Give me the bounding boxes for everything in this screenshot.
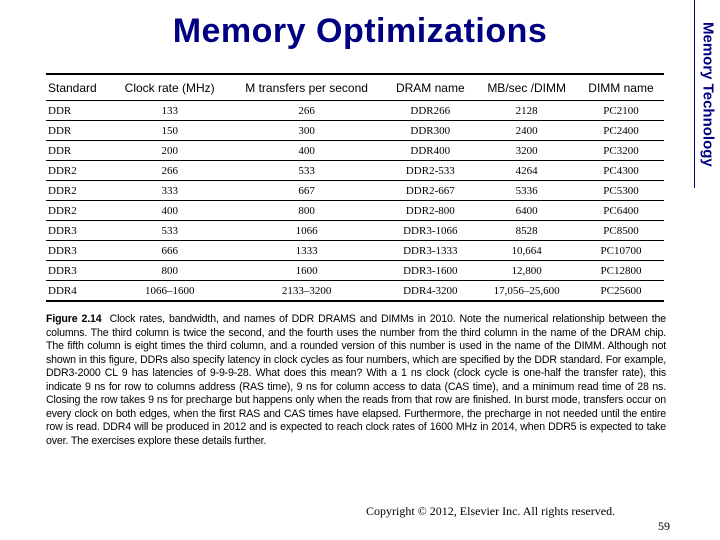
table-cell: 533 — [111, 221, 228, 241]
table-cell: DDR — [46, 141, 111, 161]
col-header-mb-per-sec: MB/sec /DIMM — [475, 76, 578, 101]
figure-caption-text: Clock rates, bandwidth, and names of DDR DRAMS and DIMMs in 2010. Note the numerical relationship between the columns. The third column is twice the second, and the fourth uses the number from the third column in the name of the DRAM chip. The fifth column is eight times the third column, and a rounded version of this number is used in the name of the DIMM. Although not shown in this figure, DDRs also specify latency in clock cycles as four numbers, which are specified by the DDR standard. For example, DDR3-2000 CL 9 has latencies of 9-9-9-28. What does this mean? With a 1 ns clock (clock cycle is one-half the transfer rate), this indicate 9 ns for row to columns address (RAS time), 9 ns for column access to data (CAS time), and a minimum read time of 28 ns. Closing the row takes 9 ns for precharge but happens only when the reads from that row are finished. In burst mode, transfers occur on every clock on both edges, when the first RAS and CAS times have elapsed. Furthermore, the precharge in not needed until the entire row is read. DDR4 will be produced in 2012 and is expected to reach clock rates of 1600 MHz in 2014, when DDR5 is expected to take over. The exercises explore these details further. — [46, 313, 666, 447]
table-row — [46, 261, 664, 281]
table-cell: 133 — [111, 101, 228, 121]
table-cell: PC2100 — [578, 101, 664, 121]
section-side-label: Memory Technology — [699, 21, 717, 167]
col-header-dram-name: DRAM name — [385, 76, 475, 101]
table-cell: DDR4 — [46, 281, 111, 302]
table-cell: DDR3-1600 — [385, 261, 475, 281]
section-side-tab — [694, 0, 720, 188]
table-cell: 533 — [228, 161, 385, 181]
table-cell: DDR300 — [385, 121, 475, 141]
table-cell: 800 — [111, 261, 228, 281]
table-cell: 800 — [228, 201, 385, 221]
table-top-rule — [46, 73, 664, 75]
table-cell: PC12800 — [578, 261, 664, 281]
table-header-row — [46, 76, 664, 101]
table-cell: 5336 — [475, 181, 578, 201]
col-header-clock-rate: Clock rate (MHz) — [111, 76, 228, 101]
table-cell: PC6400 — [578, 201, 664, 221]
table-cell: DDR — [46, 121, 111, 141]
table-cell: 400 — [228, 141, 385, 161]
table-row — [46, 161, 664, 181]
col-header-transfers: M transfers per second — [228, 76, 385, 101]
figure-caption — [46, 313, 666, 448]
table-cell: DDR2-533 — [385, 161, 475, 181]
table-cell: 2133–3200 — [228, 281, 385, 302]
table-cell: DDR3 — [46, 261, 111, 281]
table-cell: 400 — [111, 201, 228, 221]
table-cell: 266 — [111, 161, 228, 181]
table-cell: 200 — [111, 141, 228, 161]
table-row — [46, 241, 664, 261]
slide-title: Memory Optimizations — [172, 12, 548, 50]
table-cell: DDR — [46, 101, 111, 121]
table-cell: DDR400 — [385, 141, 475, 161]
table-cell: DDR2 — [46, 161, 111, 181]
table-cell: 667 — [228, 181, 385, 201]
table-cell: 1600 — [228, 261, 385, 281]
table-row — [46, 121, 664, 141]
table-cell: PC2400 — [578, 121, 664, 141]
table-cell: PC10700 — [578, 241, 664, 261]
table-cell: 1333 — [228, 241, 385, 261]
table-cell: 8528 — [475, 221, 578, 241]
col-header-dimm-name: DIMM name — [578, 76, 664, 101]
table-cell: 12,800 — [475, 261, 578, 281]
table-cell: PC4300 — [578, 161, 664, 181]
table-cell: PC3200 — [578, 141, 664, 161]
table-cell: 266 — [228, 101, 385, 121]
table-row — [46, 141, 664, 161]
table-cell: DDR2 — [46, 181, 111, 201]
table-cell: DDR2 — [46, 201, 111, 221]
table-cell: DDR3-1333 — [385, 241, 475, 261]
table-row — [46, 181, 664, 201]
table-cell: PC25600 — [578, 281, 664, 302]
table-cell: 666 — [111, 241, 228, 261]
table-cell: 1066 — [228, 221, 385, 241]
copyright-notice: Copyright © 2012, Elsevier Inc. All rights reserved. — [366, 504, 616, 518]
table-cell: DDR3 — [46, 221, 111, 241]
table-row — [46, 221, 664, 241]
page-number: 59 — [658, 519, 670, 533]
memory-table — [46, 76, 664, 302]
table-cell: PC8500 — [578, 221, 664, 241]
table-cell: DDR3 — [46, 241, 111, 261]
table-cell: 150 — [111, 121, 228, 141]
table-cell: 2128 — [475, 101, 578, 121]
table-cell: DDR3-1066 — [385, 221, 475, 241]
table-cell: 6400 — [475, 201, 578, 221]
table-cell: DDR2-800 — [385, 201, 475, 221]
table-row — [46, 101, 664, 121]
table-cell: 17,056–25,600 — [475, 281, 578, 302]
table-cell: DDR266 — [385, 101, 475, 121]
table-cell: 1066–1600 — [111, 281, 228, 302]
table-cell: 300 — [228, 121, 385, 141]
col-header-standard: Standard — [46, 76, 111, 101]
table-row — [46, 281, 664, 302]
table-cell: 333 — [111, 181, 228, 201]
table-cell: PC5300 — [578, 181, 664, 201]
table-cell: 2400 — [475, 121, 578, 141]
table-cell: DDR2-667 — [385, 181, 475, 201]
table-cell: DDR4-3200 — [385, 281, 475, 302]
table-cell: 4264 — [475, 161, 578, 181]
figure-label: Figure 2.14 — [46, 313, 102, 325]
table-row — [46, 201, 664, 221]
table-cell: 3200 — [475, 141, 578, 161]
table-cell: 10,664 — [475, 241, 578, 261]
